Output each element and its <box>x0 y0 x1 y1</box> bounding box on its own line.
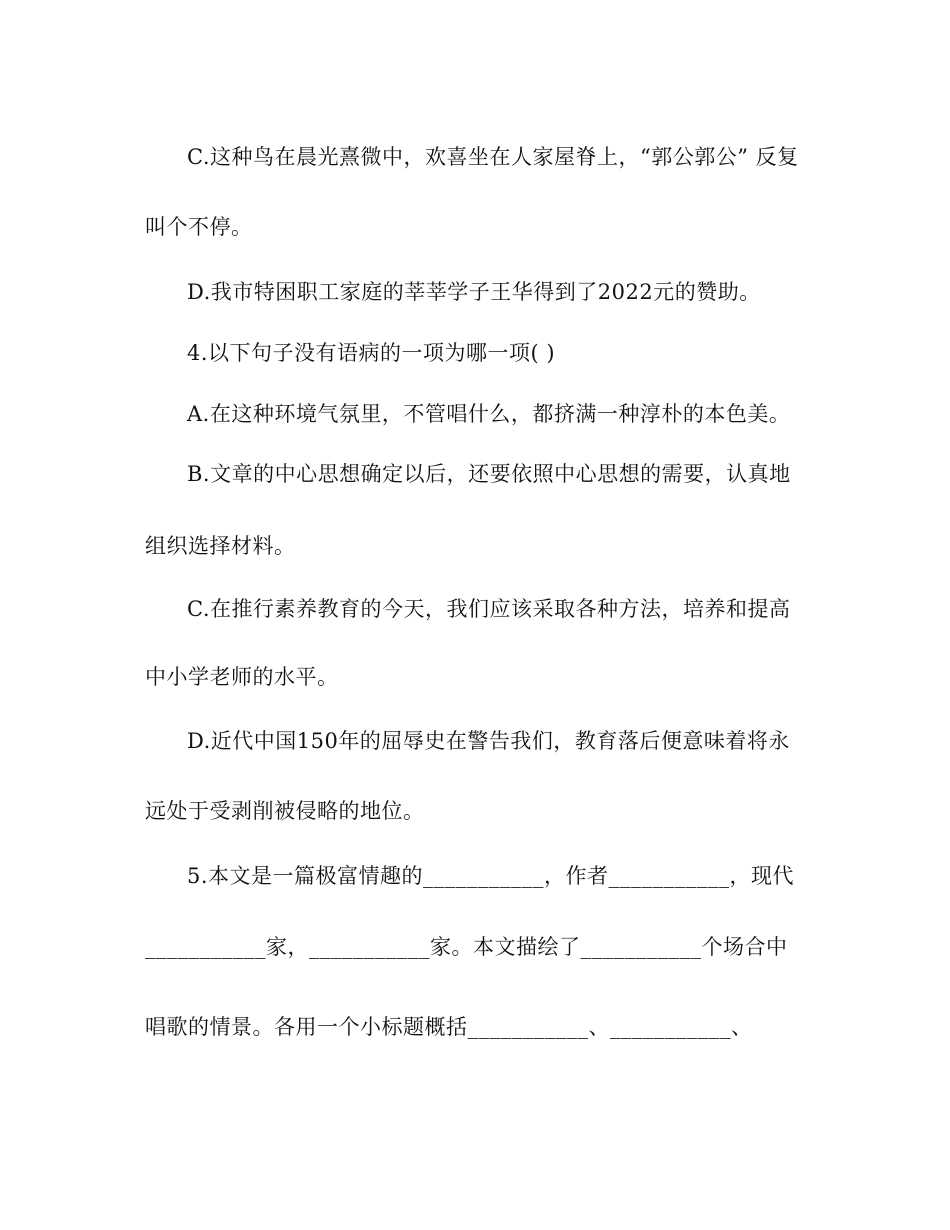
q4-option-b-line-2: 组织选择材料。 <box>145 534 296 558</box>
question-5-line-2: ___________家，___________家。本文描绘了___________个场合中 <box>145 935 788 959</box>
question-5-line-1: 5.本文是一篇极富情趣的___________，作者___________，现代 <box>187 864 795 888</box>
q4-option-d-line-2: 远处于受剥削被侵略的地位。 <box>145 799 425 823</box>
question-5-line-3: 唱歌的情景。各用一个小标题概括___________、___________、 <box>145 1015 753 1039</box>
q4-option-a: A.在这种环境气氛里，不管唱什么，都挤满一种淳朴的本色美。 <box>187 402 791 426</box>
q4-option-d-line-1: D.近代中国150年的屈辱史在警告我们，教育落后便意味着将永 <box>187 729 790 753</box>
q4-option-c-line-1: C.在推行素养教育的今天，我们应该采取各种方法，培养和提高 <box>187 597 791 621</box>
q4-option-c-line-2: 中小学老师的水平。 <box>145 665 339 689</box>
q4-option-b-line-1: B.文章的中心思想确定以后，还要依照中心思想的需要，认真地 <box>187 462 791 486</box>
option-c-line-2: 叫个不停。 <box>145 215 253 239</box>
question-4-title: 4.以下句子没有语病的一项为哪一项( ) <box>187 341 556 365</box>
option-d-line: D.我市特困职工家庭的莘莘学子王华得到了2022元的赞助。 <box>187 280 761 304</box>
option-c-line-1: C.这种鸟在晨光熹微中，欢喜坐在人家屋脊上，“郭公郭公” 反复 <box>187 145 799 169</box>
